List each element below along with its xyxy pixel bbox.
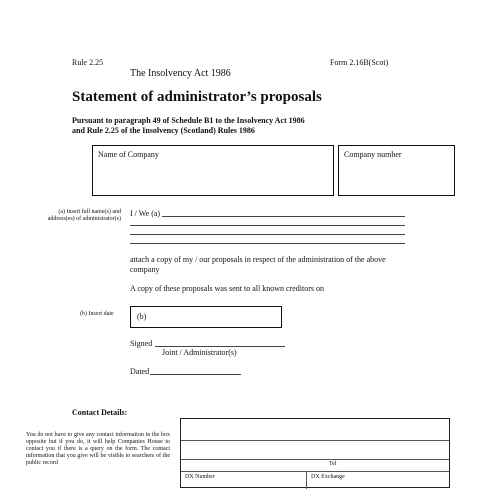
act-name: The Insolvency Act 1986	[130, 68, 231, 79]
signature-line[interactable]	[155, 346, 285, 347]
contact-box	[180, 418, 450, 488]
attach-statement: attach a copy of my / our proposals in respect of the administration of the above company	[130, 255, 386, 274]
dx-exchange-label: DX Exchange	[311, 474, 345, 480]
date-box-marker: (b)	[137, 312, 147, 321]
company-name-label: Name of Company	[98, 150, 159, 159]
subtitle-line-2: and Rule 2.25 of the Insolvency (Scotland) Rules 1986	[72, 126, 255, 135]
administrator-name-line-1[interactable]	[162, 216, 405, 217]
note-a: (a) Insert full name(s) and address(es) of administrator(s)	[47, 209, 121, 222]
administrator-name-line-2[interactable]	[130, 225, 405, 226]
administrator-name-line-3[interactable]	[130, 234, 405, 235]
dx-number-label: DX Number	[185, 474, 215, 480]
company-number-label: Company number	[344, 150, 402, 159]
signed-label: Signed	[130, 339, 153, 348]
dated-line[interactable]	[150, 374, 241, 375]
subtitle-line-1: Pursuant to paragraph 49 of Schedule B1 to the Insolvency Act 1986	[72, 116, 305, 125]
tel-label: Tel	[329, 461, 337, 467]
company-number-box[interactable]	[338, 145, 455, 196]
contact-heading: Contact Details:	[72, 408, 128, 417]
sent-statement: A copy of these proposals was sent to all known creditors on	[130, 284, 324, 293]
date-box[interactable]	[130, 306, 282, 328]
company-name-box[interactable]	[92, 145, 334, 196]
contact-row-divider-3	[181, 471, 449, 472]
page-title: Statement of administrator’s proposals	[72, 89, 322, 105]
dx-divider	[306, 471, 307, 489]
joint-administrator-label: Joint / Administrator(s)	[162, 348, 237, 357]
administrator-name-line-4[interactable]	[130, 243, 405, 244]
contact-row-divider-2	[181, 459, 449, 460]
form-number: Form 2.16B(Scot)	[330, 58, 389, 67]
i-we-label: I / We (a)	[130, 209, 161, 218]
dated-label: Dated	[130, 367, 150, 376]
contact-row-divider-1	[181, 440, 449, 441]
rule-number: Rule 2.25	[72, 58, 104, 67]
contact-note: You do not have to give any contact information in the box opposite but if you do, it will help Companies House to contact you if there is a query on the form. The contact information that you give will be visible to searchers of the public record	[26, 432, 170, 466]
note-b: (b) Insert date	[80, 311, 114, 317]
